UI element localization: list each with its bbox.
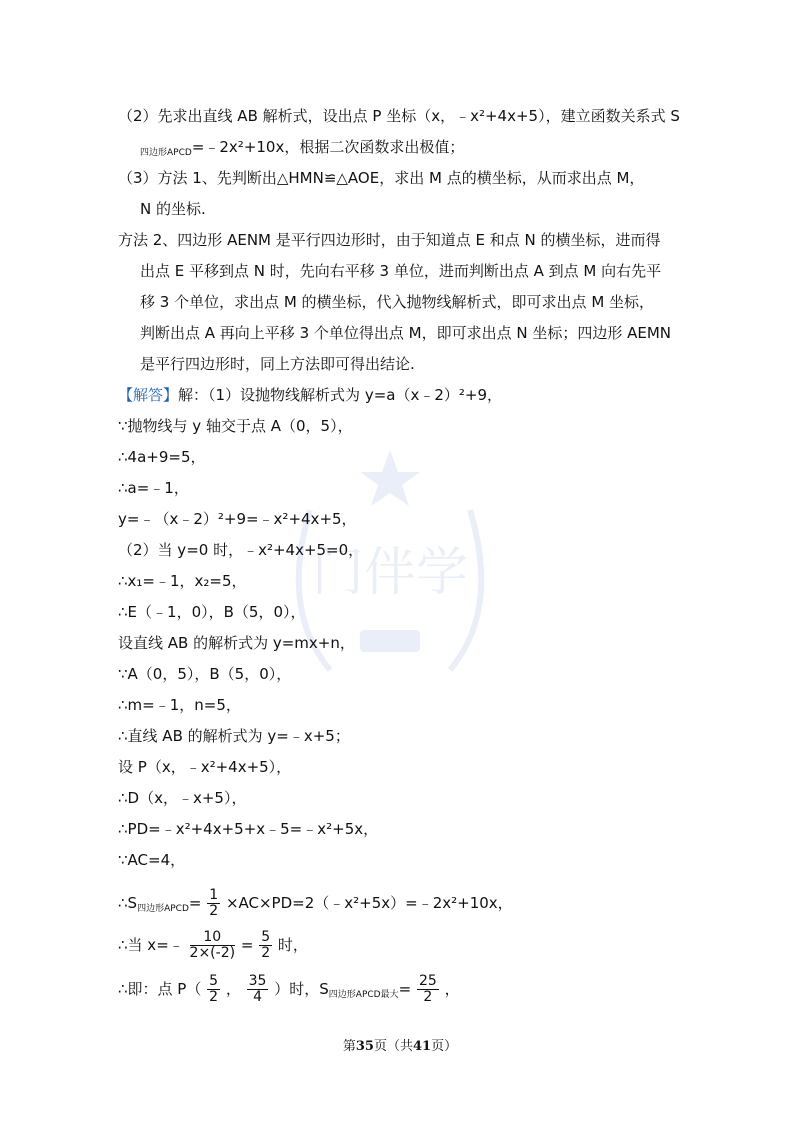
text-line: ∴D（x，﹣x+5）， [118, 789, 247, 807]
text-line: ∵抛物线与 y 轴交于点 A（0，5）， [118, 417, 353, 435]
text-line: 设直线 AB 的解析式为 y=mx+n， [118, 634, 355, 652]
fraction: $\frac{35}{4}$ [248, 973, 267, 1005]
text-line: ∵A（0，5），B（5，0）， [118, 665, 292, 683]
answer-label: 【解答】 [118, 386, 179, 404]
text-line: N 的坐标. [140, 200, 206, 218]
page-number: 35 [355, 1039, 374, 1054]
fraction: $\frac{25}{2}$ [418, 973, 437, 1005]
text-line: 【解答】解：（1）设抛物线解析式为 y=a（x﹣2）²+9， [118, 386, 503, 404]
fraction: $\frac{5}{2}$ [209, 973, 219, 1005]
fraction: $\frac{5}{2}$ [261, 929, 271, 961]
text-line: （2）当 y=0 时，﹣x²+4x+5=0， [118, 541, 364, 559]
watermark-text: 门伴学 [311, 543, 469, 603]
text-line: $_{四边形APCD}$=﹣2x²+10x，根据二次函数求出极值； [140, 138, 465, 158]
text-line: （3）方法 1、先判断出△HMN≌△AOE，求出 M 点的横坐标，从而求出点 M， [118, 169, 645, 187]
fraction: $\frac{1}{2}$ [209, 887, 219, 919]
text-line: ∴E（﹣1，0），B（5，0）， [118, 603, 306, 621]
text-line: 移 3 个单位，求出点 M 的横坐标，代入抛物线解析式，即可求出点 M 坐标， [140, 293, 655, 311]
text-line: ∴即：点 P（ $\frac{5}{2}$ ， $\frac{35}{4}$ ）时，$S_{四边形APCD最大}=$ $\frac{25}{2}$ ， [118, 973, 460, 1005]
text-line: ∴4a+9=5， [118, 448, 206, 466]
text-line: $\therefore S_{四边形APCD}=$ $\frac{1}{2}$ ×AC×PD=2（﹣x²+5x）=﹣2x²+10x， [118, 887, 513, 919]
text-line: ∴m=﹣1，n=5， [118, 696, 241, 714]
text-line: 判断出点 A 再向上平移 3 个单位得出点 M，即可求出点 N 坐标；四边形 AEMN [140, 324, 672, 342]
fraction: $\frac{10}{2\times(-2)}$ [189, 929, 236, 961]
text-line: 设 P（x，﹣x²+4x+5）， [118, 758, 292, 776]
text-line: ∴x₁=﹣1，x₂=5， [118, 572, 247, 590]
page-footer: 第35页（共41页） [342, 1039, 458, 1054]
text-line: ∴当 x=﹣ $\frac{10}{2\times(-2)}$ = $\frac{5}{2}$ 时， [118, 929, 308, 961]
text-line: ∴a=﹣1， [118, 479, 189, 497]
page-total: 41 [413, 1039, 432, 1054]
text-line: 出点 E 平移到点 N 时，先向右平移 3 单位，进而判断出点 A 到点 M 向右先平 [140, 262, 662, 280]
text-line: 是平行四边形时，同上方法即可得出结论. [140, 355, 415, 373]
text-line: （2）先求出直线 AB 解析式，设出点 P 坐标（x，﹣x²+4x+5），建立函数关系式 S [118, 107, 680, 125]
text-line: ∴直线 AB 的解析式为 y=﹣x+5； [118, 727, 350, 745]
text-line: y=﹣（x﹣2）²+9=﹣x²+4x+5， [118, 510, 357, 528]
text-line: ∴PD=﹣x²+4x+5+x﹣5=﹣x²+5x， [118, 820, 379, 838]
watermark-logo [270, 440, 510, 700]
text-line: 方法 2、四边形 AENM 是平行四边形时，由于知道点 E 和点 N 的横坐标，进而得 [118, 231, 661, 249]
text-line: ∵AC=4， [118, 851, 186, 869]
